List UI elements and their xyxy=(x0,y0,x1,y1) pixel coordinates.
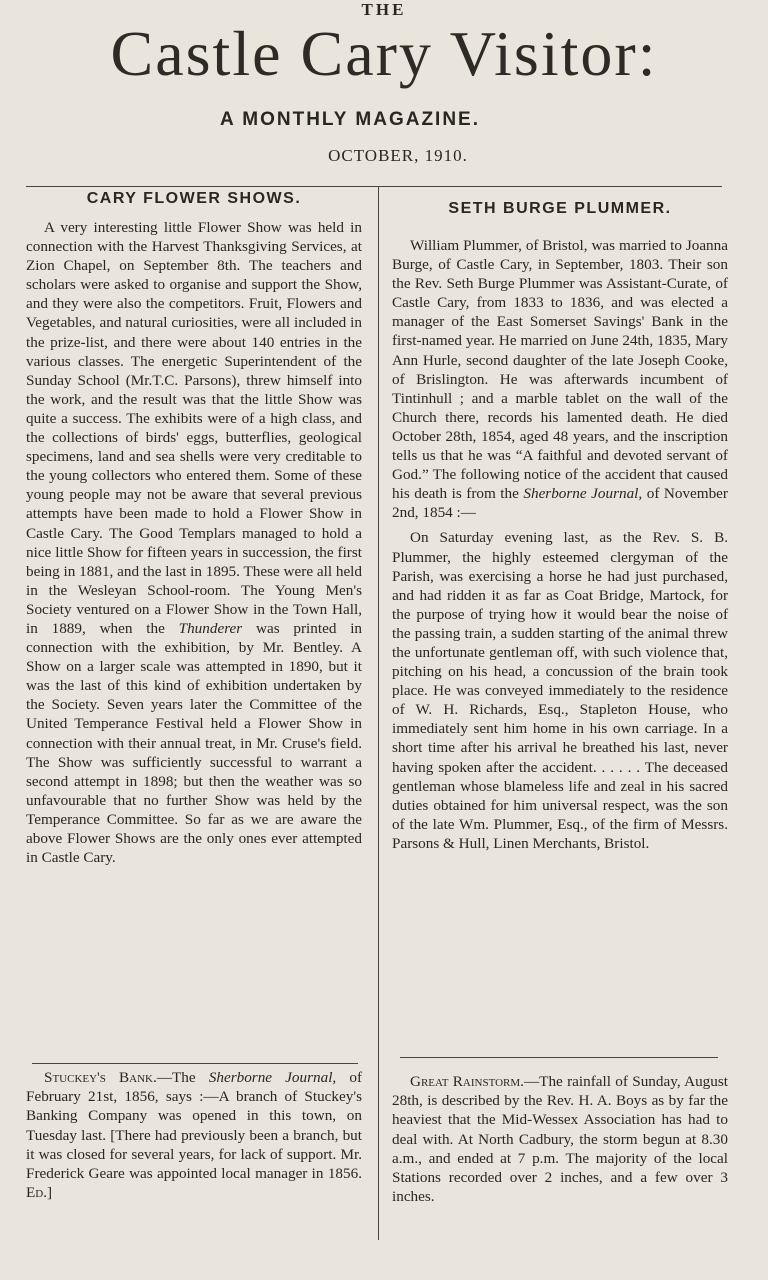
masthead-rule xyxy=(26,186,722,187)
column-divider xyxy=(378,186,379,1240)
article-heading-plummer: SETH BURGE PLUMMER. xyxy=(448,200,672,217)
right-section-rule xyxy=(400,1057,718,1058)
issue-date: OCTOBER, 1910. xyxy=(328,146,468,165)
article-great-rainstorm xyxy=(392,1072,728,1206)
right-column xyxy=(392,198,728,853)
article-flower-shows xyxy=(26,218,362,867)
plummer-p1-text: William Plummer, of Bristol, was married to Joanna Burge, of Castle Cary, in September, 1803. Their son the Rev. Seth Burge Plummer was Assistant-Curate, of Castle Cary, from 1833 to 1836, and was elected a manager of the East Somerset Savings' Bank in the first-named year. He married on June 24th, 1835, Mary Ann Hurle, second daughter of the late Joseph Cooke, of Brislington. He was afterwards incumbent of Tintinhull ; and a marble tablet on the wall of the Church there, records his lamented death. He died October 28th, 1854, aged 48 years, and the inscription tells us that he was “A faithful and devoted servant of God.” The following notice of the accident that caused his death is from the xyxy=(392,237,728,503)
article-heading-flower-shows: CARY FLOWER SHOWS. xyxy=(86,190,302,207)
stuckeys-bank-text-a: —The xyxy=(156,1069,196,1086)
masthead-the: THE xyxy=(361,0,407,19)
flower-shows-italic: Thunderer xyxy=(178,619,243,637)
plummer-p1-text-b: of November 2nd, 1854 :— xyxy=(392,485,728,522)
masthead-subtitle: A MONTHLY MAGAZINE. xyxy=(219,109,481,130)
stuckeys-bank-text-b: of February 21st, 1856, says :—A branch of Stuckey's Banking Company was opened in this town, on Tuesday last. [There had previously been a branch, but it was closed for several years, for lack of support. Mr. Frederick Geare was appointed local manager in 1856. xyxy=(26,1069,363,1183)
stuckeys-bank-italic: Sherborne Journal, xyxy=(208,1069,337,1086)
flower-shows-text: A very interesting little Flower Show was held in connection with the Harvest Thanksgiving Services, at Zion Chapel, on September 8th. The teachers and scholars were asked to organise and support the Show, and they were also the competitors. Fruit, Flowers and Vegetables, and natural curiosities, were all included in the prize-list, and there were about 140 entries in the various classes. The energetic Superintendent of the Sunday School (Mr.T.C. Parsons), threw himself into the work, and the result was that the little Show was quite a success. The exhibits were of a high class, and the collections of birds' eggs, butterflies, geological specimens, land and sea shells were very creditable to the young collectors who entered them. Some of these young people may not be aware that several previous attempts have been made to hold a Flower Show in Castle Cary. The Good Templars managed to hold a nice little Show for fifteen years in succession, the first being in 1881, and the last in 1895. These were all held in the Wesleyan School-room. The Young Men's Society ventured on a Flower Show in the Town Hall, in 1889, when the xyxy=(26,219,362,637)
plummer-p1-italic: Sherborne Journal, xyxy=(523,485,643,503)
rainstorm-text: —The rainfall of Sunday, August 28th, is described by the Rev. H. A. Boys as by far the heaviest that the Mid-Wessex Association has had to deal with. At North Cadbury, the storm begun at 8.30 a.m., and ended at 7 p.m. The majority of the local Stations recorded over 2 inches, and a few over 3 inches. xyxy=(392,1073,728,1206)
left-note-block xyxy=(26,1068,362,1202)
stuckeys-bank-title: Stuckey's Bank. xyxy=(44,1069,157,1086)
stuckeys-bank-editor: Ed.] xyxy=(26,1184,53,1202)
article-stuckeys-bank xyxy=(26,1068,362,1202)
masthead xyxy=(0,0,768,175)
rainstorm-title: Great Rainstorm. xyxy=(410,1073,524,1090)
article-plummer-p1 xyxy=(392,236,728,522)
flower-shows-text-2: was printed in connection with the exhibition, by Mr. Bentley. A Show on a larger scale was attempted in 1890, but it was the last of this kind of exhibition undertaken by the Society. Seven years later the Committee of the United Temperance Festival held a Flower Show in connection with their annual treat, in Mr. Cruse's field. The Show was sufficiently successful to warrant a second attempt in 1898; but then the weather was so unfavourable that no further Show was held by the Temperance Committee. So far as we are aware the above Flower Shows are the only ones ever attempted in Castle Cary. xyxy=(26,619,363,867)
right-note-block xyxy=(392,1072,728,1206)
masthead-title: Castle Cary Visitor: xyxy=(110,18,658,89)
left-section-rule xyxy=(32,1063,358,1064)
left-column xyxy=(26,188,362,867)
article-plummer-p2: On Saturday evening last, as the Rev. S. B. Plummer, the highly esteemed clergyman of the Parish, was exercising a horse he had just purchased, and had ridden it as far as Coat Bridge, Martock, for the purpose of trying how it would bear the noise of the passing train, a sudden starting of the animal threw the unfortunate gentleman off, with such violence that, pitching on his head, a concussion of the brain took place. He was conveyed immediately to the residence of W. H. Richards, Esq., Stapleton House, who immediately sent him home in his own carriage. In a short time after his arrival he breathed his last, never having spoken after the accident. . . . . . The deceased gentleman whose blameless life and zeal in his sacred duties obtained for him universal respect, was the son of the late Wm. Plummer, Esq., of the firm of Messrs. Parsons & Hull, Linen Merchants, Bristol. xyxy=(392,529,728,852)
